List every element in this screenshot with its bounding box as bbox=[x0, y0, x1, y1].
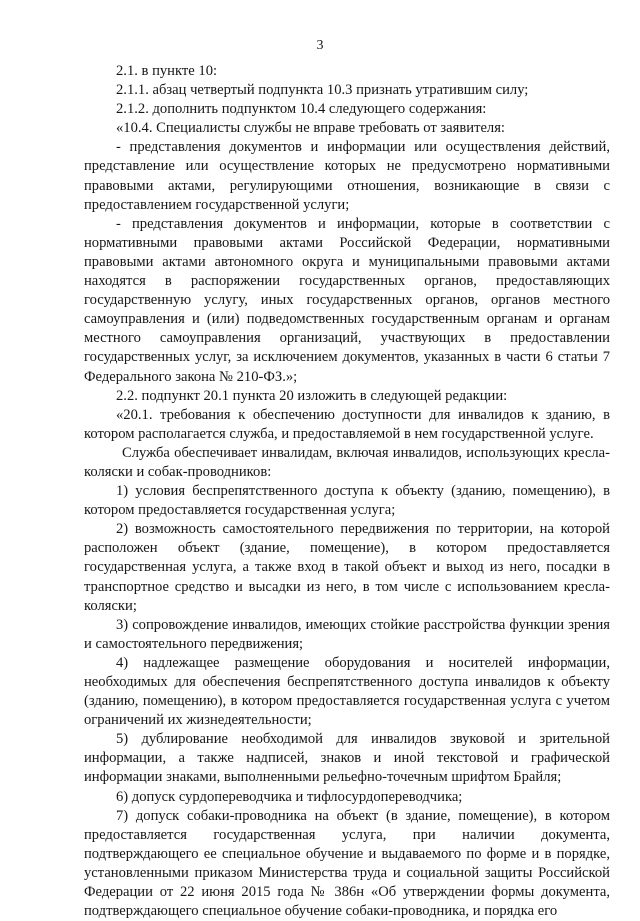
document-body bbox=[84, 62, 610, 921]
paragraph: «20.1. требования к обеспечению доступности для инвалидов к зданию, в котором располагается служба, и предоставляемой в нем государственной услуге. bbox=[84, 406, 610, 442]
paragraph: 2.1.2. дополнить подпунктом 10.4 следующего содержания: bbox=[116, 101, 487, 118]
paragraph: 2.1. в пункте 10: bbox=[116, 63, 218, 79]
paragraph: 3) сопровождение инвалидов, имеющих стойкие расстройства функции зрения и самостоятельного передвижения; bbox=[84, 616, 610, 652]
paragraph: 2.2. подпункт 20.1 пункта 20 изложить в следующей редакции: bbox=[116, 387, 508, 404]
paragraph: 2.1.1. абзац четвертый подпункта 10.3 признать утратившим силу; bbox=[116, 82, 529, 99]
paragraph: «10.4. Специалисты службы не вправе требовать от заявителя: bbox=[116, 120, 505, 137]
paragraph: Служба обеспечивает инвалидам, включая инвалидов, использующих кресла-коляски и собак-проводников: bbox=[84, 444, 610, 480]
paragraph: 1) условия беспрепятственного доступа к объекту (зданию, помещению), в котором предоставляется государственная услуга; bbox=[84, 483, 610, 519]
paragraph: 4) надлежащее размещение оборудования и носителей информации, необходимых для обеспечения беспрепятственного доступа инвалидов к объекту (зданию, помещению), в котором предоставляется государственная услуга с учетом ограничений их жизнедеятельности; bbox=[84, 654, 610, 729]
paragraph: 7) допуск собаки-проводника на объект (в здание, помещение), в котором предоставляется государственная услуга, при наличии документа, подтверждающего ее специальное обучение и выдаваемого по форме и в порядке, установленными приказом Министерства труда и социальной защиты Российской Федерации от 22 июня 2015 года № 386н «Об утверждении формы документа, подтверждающего специальное обучение собаки-проводника, и порядка его bbox=[84, 807, 610, 920]
paragraph: 6) допуск сурдопереводчика и тифлосурдопереводчика; bbox=[116, 788, 463, 805]
paragraph: - представления документов и информации или осуществления действий, представление или осуществление которых не предусмотрено нормативными правовыми актами, регулирующими отношения, возникающие в связи с предоставлением государственной услуги; bbox=[84, 139, 610, 213]
paragraph: 5) дублирование необходимой для инвалидов звуковой и зрительной информации, а также надписей, знаков и иной текстовой и графической информации знаками, выполненными рельефно-точечным шрифтом Брайля; bbox=[84, 731, 610, 786]
paragraph: 2) возможность самостоятельного передвижения по территории, на которой расположен объект (здание, помещение), в котором предоставляется государственная услуга, а также вход в такой объект и выход из него, посадки в транспортное средство и высадки из него, в том числе с использованием кресла-коляски; bbox=[84, 521, 610, 614]
page-number: 3 bbox=[316, 38, 324, 53]
paragraph: - представления документов и информации, которые в соответствии с нормативными правовыми актами Российской Федерации, нормативными правовыми актами автономного округа и муниципальными правовыми актами находятся в распоряжении государственных органов, предоставляющих государственную услугу, иных государственных органов, органов местного самоуправления и (или) подведомственных государственным органам и органам местного самоуправления организаций, участвующих в предоставлении государственных услуг, за исключением документов, указанных в части 6 статьи 7 Федерального закона № 210-ФЗ.»; bbox=[84, 215, 610, 385]
